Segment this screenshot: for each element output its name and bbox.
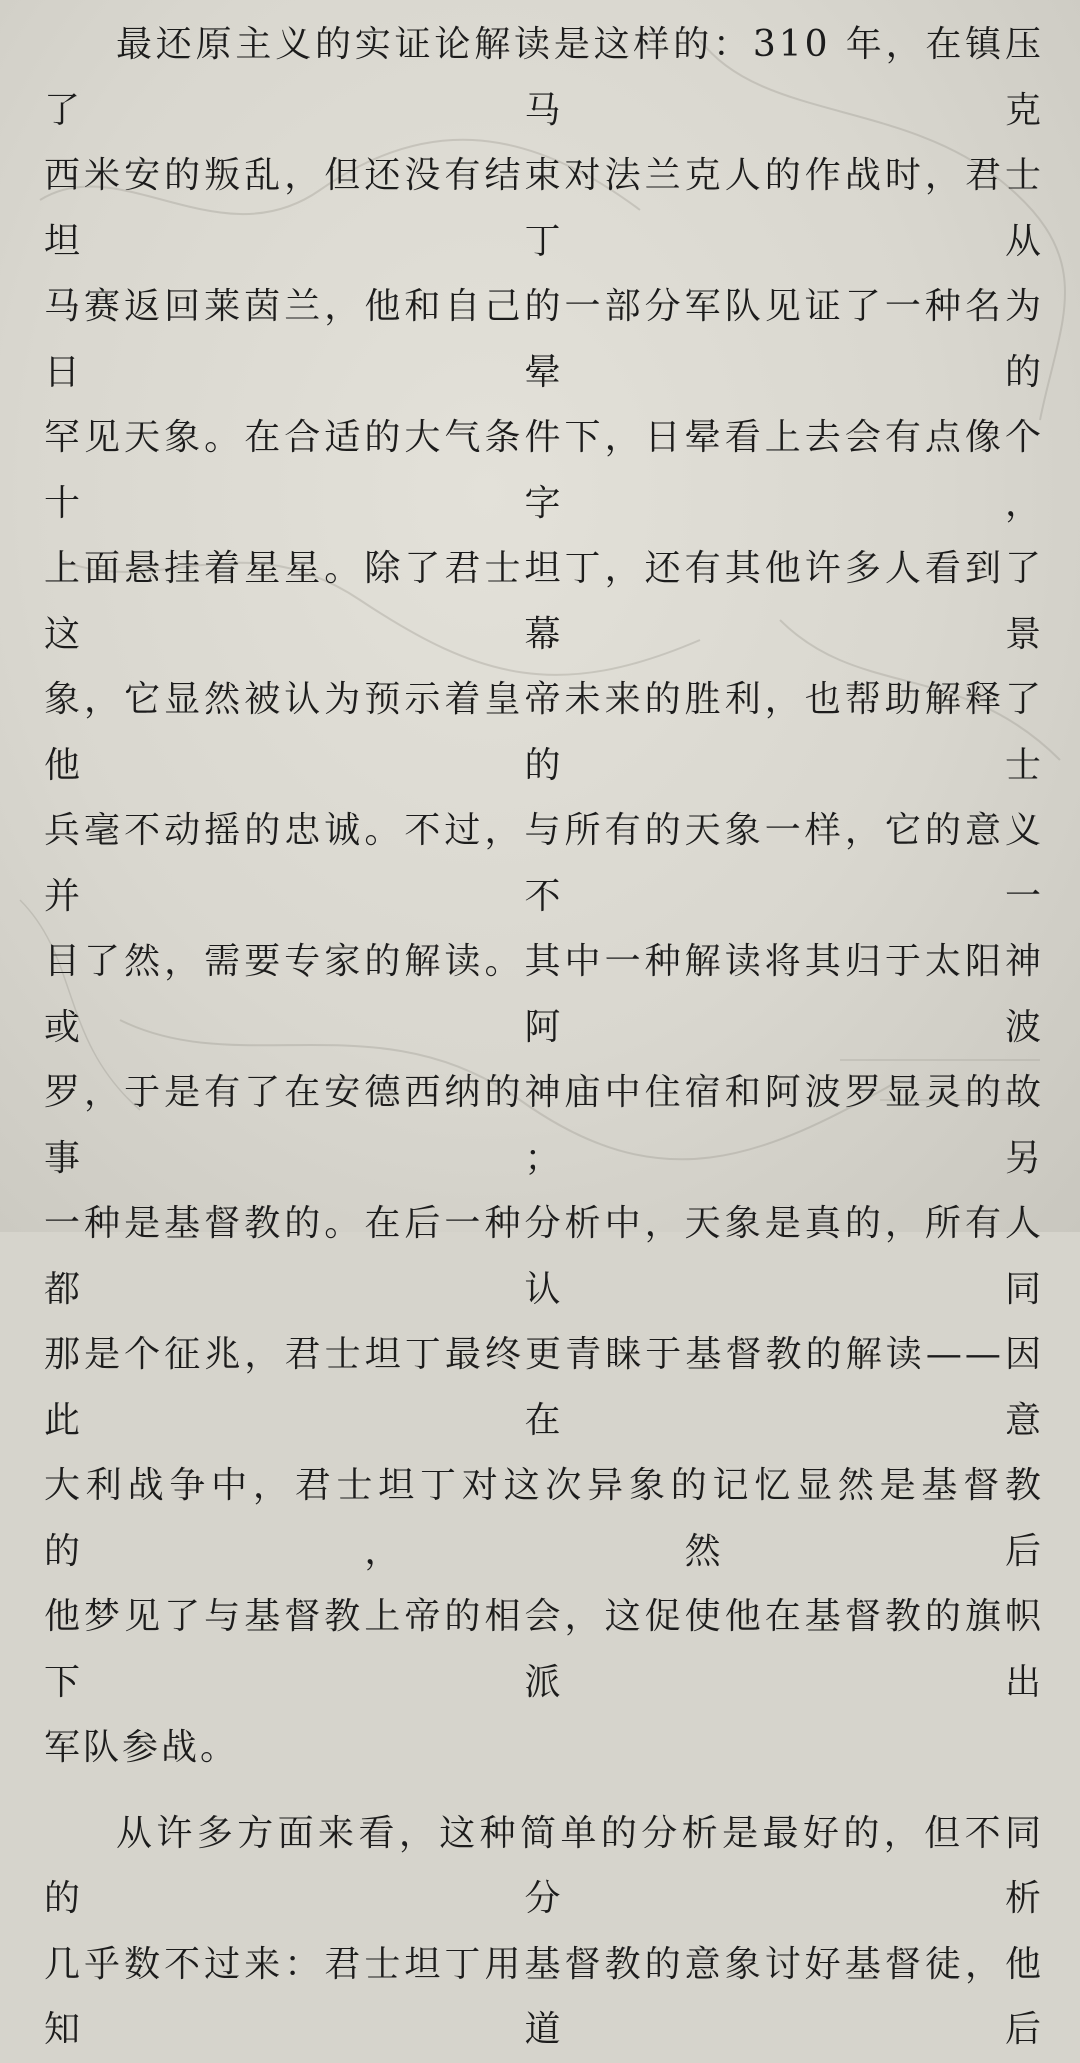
paragraph-2: [44, 1801, 1044, 2063]
text-line: 罗，于是有了在安德西纳的神庙中住宿和阿波罗显灵的故事；另: [44, 1072, 1044, 1179]
body-text: [44, 12, 1044, 2063]
text-line: 目了然，需要专家的解读。其中一种解读将其归于太阳神或阿波: [44, 941, 1044, 1048]
text-line: 从许多方面来看，这种简单的分析是最好的，但不同的分析: [44, 1812, 1044, 1919]
paragraph-1: [44, 12, 1044, 1781]
text-line: 马赛返回莱茵兰，他和自己的一部分军队见证了一种名为日晕的: [44, 286, 1044, 393]
text-line: 罕见天象。在合适的大气条件下，日晕看上去会有点像个十字，: [44, 417, 1044, 524]
text-line: 一种是基督教的。在后一种分析中，天象是真的，所有人都认同: [44, 1203, 1044, 1310]
text-line: 西米安的叛乱，但还没有结束对法兰克人的作战时，君士坦丁从: [44, 155, 1044, 262]
text-line: 上面悬挂着星星。除了君士坦丁，还有其他许多人看到了这幕景: [44, 548, 1044, 655]
text-line: 几乎数不过来：君士坦丁用基督教的意象讨好基督徒，他知道后: [44, 1943, 1044, 2050]
text-line: 最还原主义的实证论解读是这样的：310 年，在镇压了马克: [44, 24, 1044, 131]
text-line: 象，它显然被认为预示着皇帝未来的胜利，也帮助解释了他的士: [44, 679, 1044, 786]
text-line: 他梦见了与基督教上帝的相会，这促使他在基督教的旗帜下派出: [44, 1596, 1044, 1703]
text-line: 兵毫不动摇的忠诚。不过，与所有的天象一样，它的意义并不一: [44, 810, 1044, 917]
text-line: 那是个征兆，君士坦丁最终更青睐于基督教的解读——因此在意: [44, 1334, 1044, 1441]
text-line: 军队参战。: [44, 1727, 240, 1768]
text-line: 大利战争中，君士坦丁对这次异象的记忆显然是基督教的，然后: [44, 1465, 1044, 1572]
